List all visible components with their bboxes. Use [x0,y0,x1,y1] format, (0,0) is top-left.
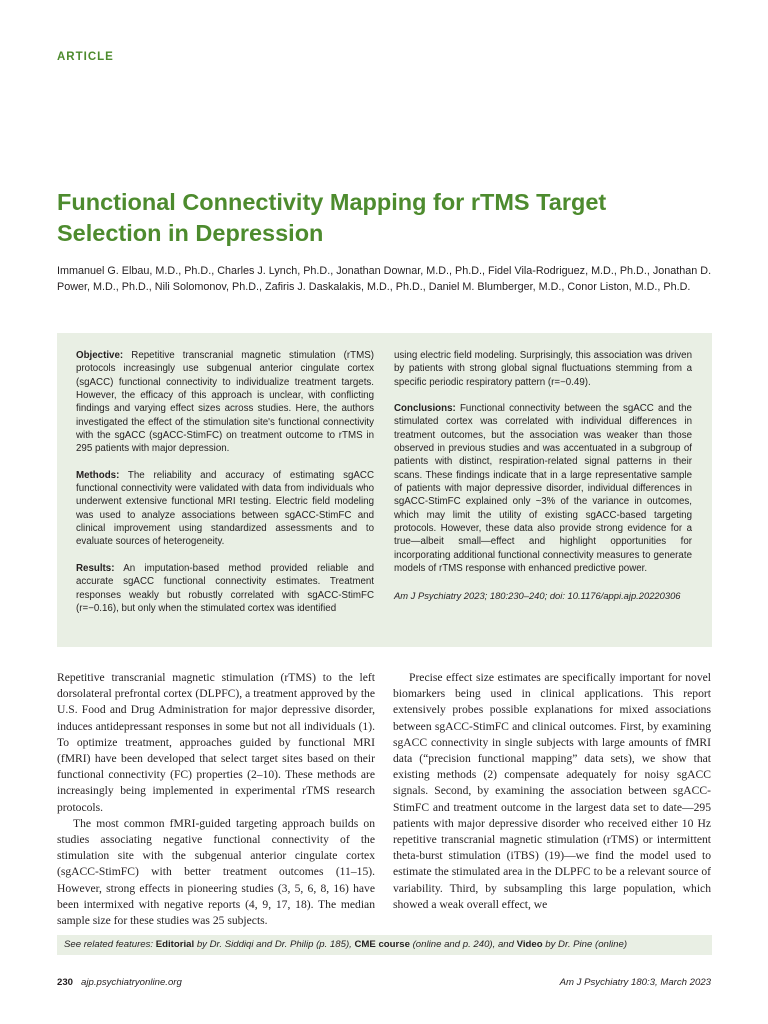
methods-heading: Methods: [76,469,120,481]
abstract-objective [76,349,374,456]
objective-text: Repetitive transcranial magnetic stimulation (rTMS) protocols increasingly use subgenual anterior cingulate cortex (sgACC) functional connectivity to individualize treatment targets. However, the efficacy of this approach is unclear, with conflicting findings and varying effect sizes across studies. Here, the authors investigated the effect of the stimulation site's functional connectivity with the sgACC (sgACC-StimFC) on treatment outcome to rTMS in 295 patients with major depression. [76,350,374,455]
results-continued-text: using electric field modeling. Surprisingly, this association was driven by patients with strong global signal fluctuations stemming from a specific periodic respiratory pattern (r=−0.49). [394,350,692,388]
article-citation: Am J Psychiatry 2023; 180:230–240; doi: 10.1176/appi.ajp.20220306 [394,589,681,601]
related-intro: See related features: [64,939,154,950]
methods-text: The reliability and accuracy of estimating sgACC functional connectivity were validated with data from individuals who underwent extensive functional MRI testing. Electric field modeling was used to analyze associations between sgACC-StimFC and clinical improvement using standardized assessments and to evaluate sources of heterogeneity. [76,469,374,548]
body-paragraph: Precise effect size estimates are specifically important for novel biomarkers being used in clinical applications. This report extensively probes possible explanations for mixed associations between sgACC-StimFC and clinical outcomes. First, by examining sgACC connectivity in single subjects with large amounts of fMRI data (“precision functional mapping” data sets), we show that existing methods (2) compensate adequately for noisy sgACC signals. Second, by examining the association between sgACC-StimFC and treatment outcome in the largest data set to date—295 patients with major depressive disorder who received either 10 Hz repetitive transcranial magnetic stimulation (rTMS) or intermittent theta-burst stimulation (iTBS) (19)—we find the model used to estimate the stimulated area in the DLPFC to be a relevant source of variability. Third, by subsampling this large population, which showed a weak overall effect, we [393,671,711,911]
abstract-left-column [76,349,374,628]
editorial-authors: by Dr. Siddiqi and Dr. Philip (p. 185), [196,939,352,950]
editorial-link[interactable]: Editorial [155,939,195,950]
body-paragraph: Repetitive transcranial magnetic stimulation (rTMS) to the left dorsolateral prefrontal cortex (DLPFC), a treatment approved by the U.S. Food and Drug Administration for major depressive disorder, induces antidepressant responses in some but not all individuals (1). To optimize treatment, approaches guided by functional MRI (fMRI) have been developed that select target sites based on their functional connectivity (FC) properties (2–10). These methods are increasingly being implemented in experimental rTMS research protocols. [57,671,375,814]
video-author: by Dr. Pine (online) [545,939,628,950]
abstract-right-column [394,349,692,602]
journal-url-link[interactable]: ajp.psychiatryonline.org [81,977,182,988]
cme-course-detail: (online and p. 240), and [412,939,514,950]
author-list: Immanuel G. Elbau, M.D., Ph.D., Charles J. Lynch, Ph.D., Jonathan Downar, M.D., Ph.D., Fidel Vila-Rodriguez, M.D., Ph.D., Jonathan D. Power, M.D., Ph.D., Nili Solomonov, Ph.D., Zafiris J. Daskalakis, M.D., Ph.D., Daniel M. Blumberger, M.D., Conor Liston, M.D., Ph.D. [57,265,712,293]
body-right-column [393,670,711,913]
abstract-box [57,333,712,647]
abstract-results-continued [394,349,692,389]
journal-issue: Am J Psychiatry 180:3, March 2023 [559,977,711,988]
page-number: 230 [57,977,74,988]
results-text: An imputation-based method provided reliable and accurate sgACC functional connectivity estimates. Treatment responses weakly but robustly correlated with sgACC-StimFC (r=−0.16), but only when the stimulated cortex was identified [76,562,374,614]
body-left-column [57,670,375,929]
results-heading: Results: [76,562,115,574]
related-features-bar [57,935,712,955]
objective-heading: Objective: [76,350,124,361]
body-paragraph: The most common fMRI-guided targeting approach builds on studies associating negative functional connectivity of the stimulation site with the subgenual anterior cingulate cortex (sgACC-StimFC) with better treatment outcomes (11–15). However, strong effects in pioneering studies (3, 5, 6, 8, 16) have been intermixed with negative reports (4, 9, 17, 18). The median sample size for these studies was 25 subjects. [57,816,375,928]
video-link[interactable]: Video [516,939,543,950]
conclusions-text: Functional connectivity between the sgACC and the stimulated cortex was correlated with individual differences in treatment outcomes, but the association was weaker than those observed in previous studies and was accentuated in a subgroup of patients with distinct, respiration-related signal patterns in their scans. These findings indicate that in a large representative sample of patients with major depressive disorder, individual differences in sgACC-StimFC explained only ~3% of the variance in outcomes, which may limit the utility of existing sgACC-based targeting protocols. However, these data also provide strong evidence for a true—albeit small—effect and highlight opportunities for incorporating additional functional connectivity measures to generate models of rTMS response with enhanced predictive power. [394,403,692,575]
abstract-conclusions [394,402,692,575]
section-label: ARTICLE [57,51,114,63]
abstract-results [76,562,374,615]
article-title: Functional Connectivity Mapping for rTMS Target Selection in Depression [57,189,607,246]
cme-course-link[interactable]: CME course [354,939,410,950]
footer-left [57,977,182,988]
abstract-methods [76,469,374,549]
conclusions-heading: Conclusions: [394,403,456,415]
